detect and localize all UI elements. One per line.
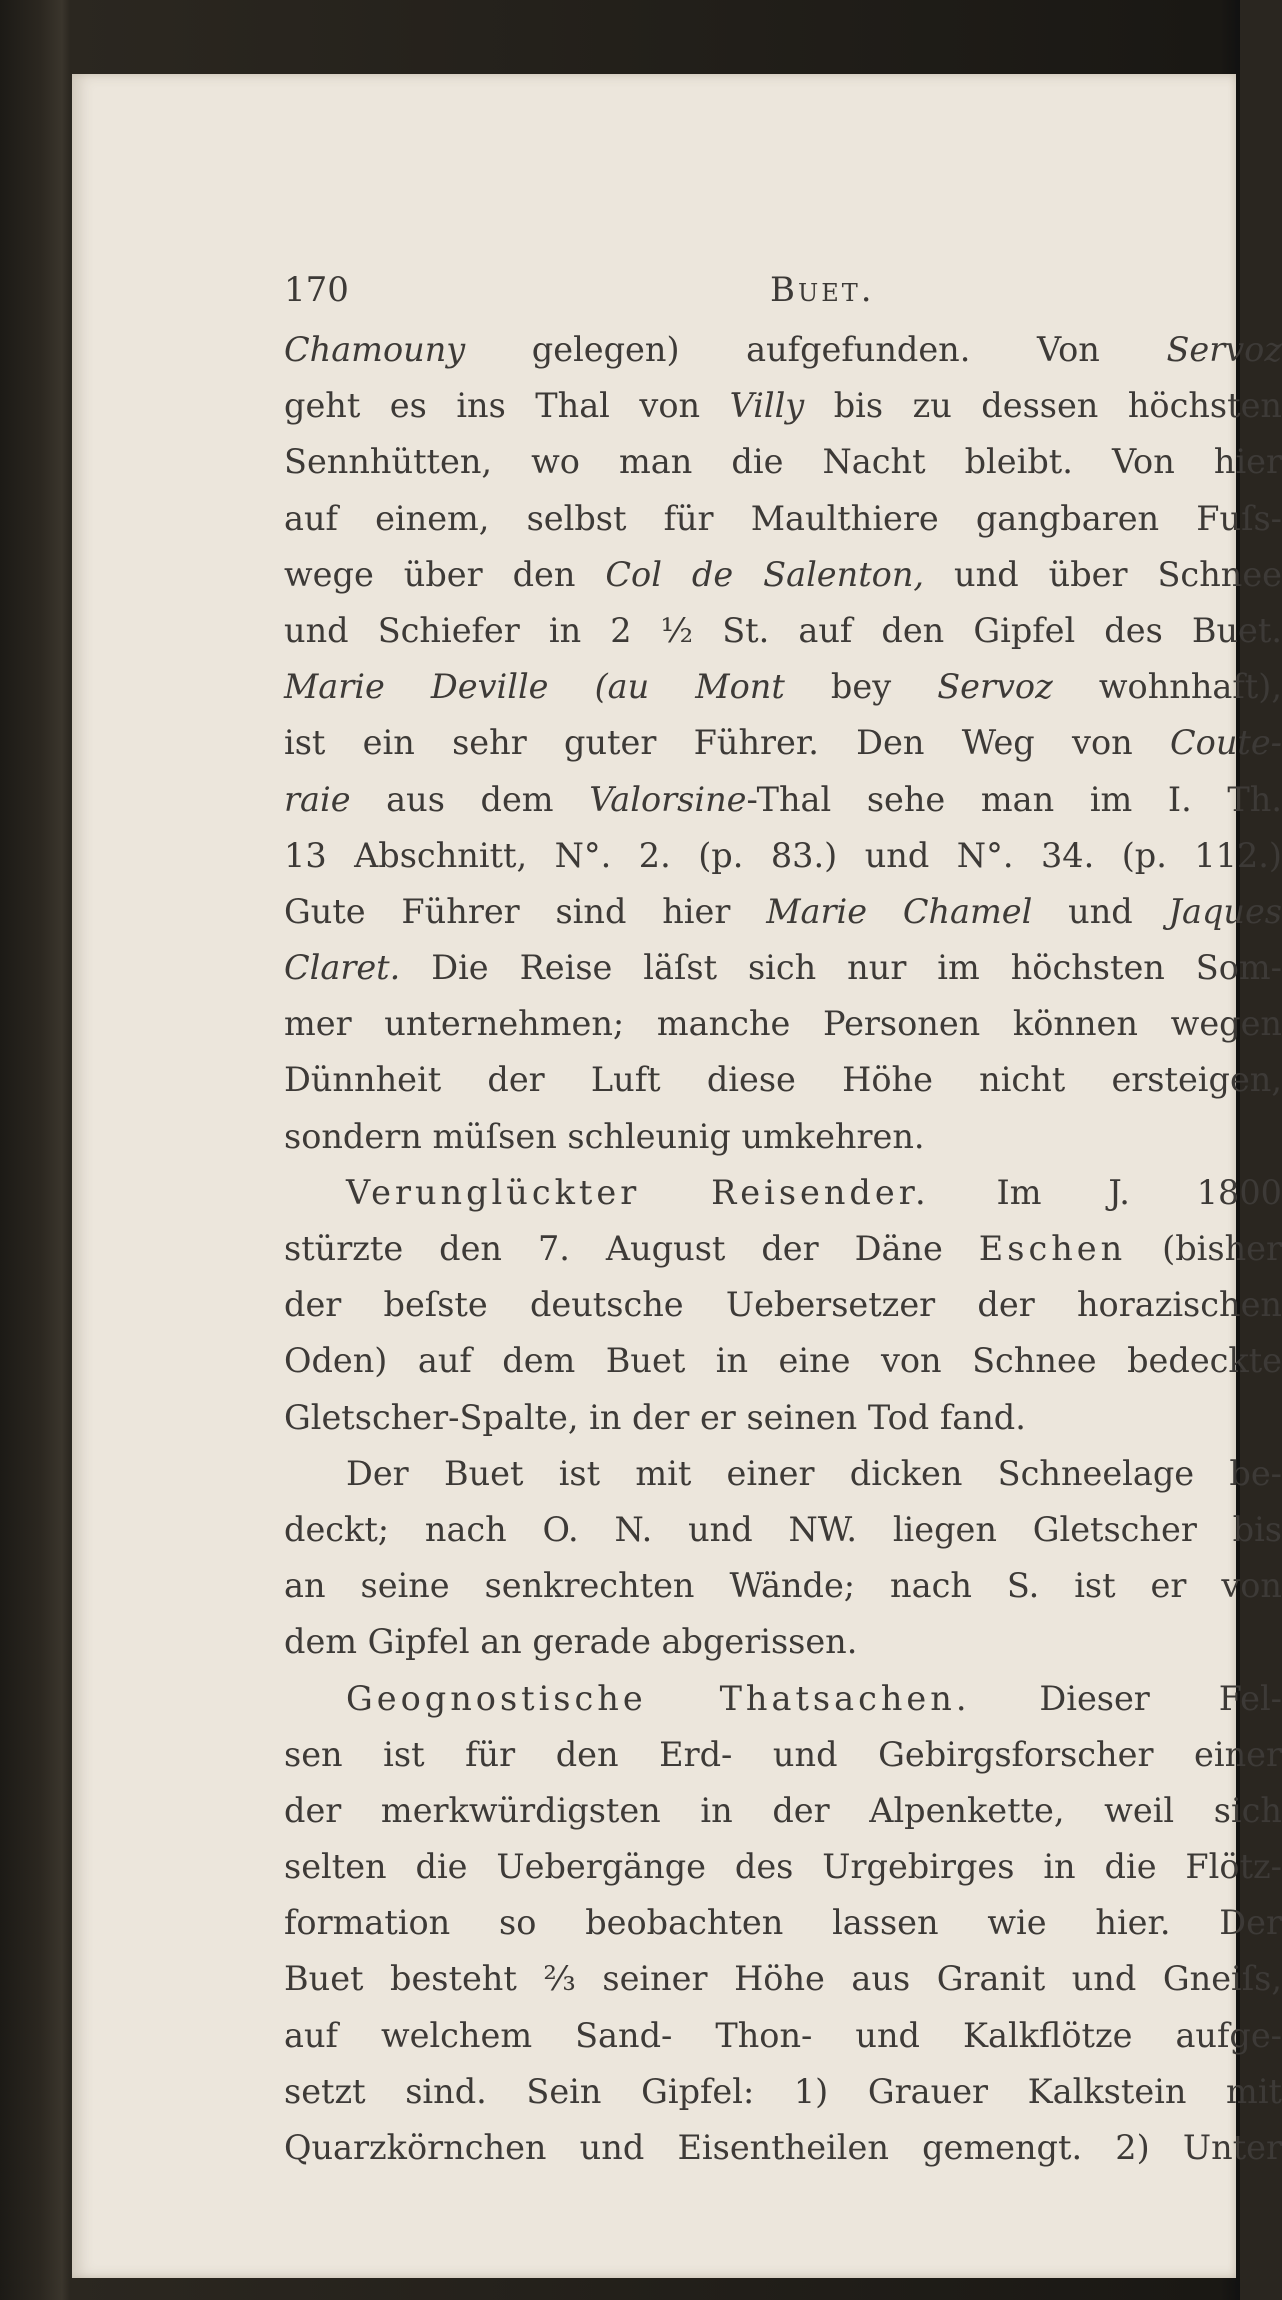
- text-line: 13 Abschnitt, N°. 2. (p. 83.) und N°. 34. (p. 112.): [284, 835, 1282, 875]
- text-line: an seine senkrechten Wände; nach S. ist er von: [284, 1566, 1282, 1606]
- page-number: 170: [284, 270, 349, 310]
- text-line: Verunglückter Reisender. Im J. 1800: [346, 1172, 1282, 1212]
- text-line: Sennhütten, wo man die Nacht bleibt. Von hier: [284, 442, 1282, 482]
- text-line: der merkwürdigsten in der Alpenkette, weil sich: [284, 1790, 1282, 1830]
- text-line: raie aus dem Valorsine-Thal sehe man im I. Th.: [284, 779, 1282, 819]
- running-head: Buet.: [770, 270, 875, 310]
- text-line: und Schiefer in 2 ½ St. auf den Gipfel des Buet.: [284, 610, 1282, 650]
- text-line: der beſste deutsche Uebersetzer der horazischen: [284, 1285, 1282, 1325]
- text-line: Gute Führer sind hier Marie Chamel und Jaques: [284, 891, 1282, 931]
- text-line: formation so beobachten lassen wie hier. Der: [284, 1903, 1282, 1943]
- text-line: ist ein sehr guter Führer. Den Weg von Coute-: [284, 723, 1282, 763]
- text-line: selten die Uebergänge des Urgebirges in die Flötz-: [284, 1847, 1282, 1887]
- text-line: sondern müſsen schleunig umkehren.: [284, 1116, 925, 1156]
- text-line: Marie Deville (au Mont bey Servoz wohnhaft),: [284, 667, 1282, 707]
- text-line: Der Buet ist mit einer dicken Schneelage be-: [346, 1453, 1282, 1493]
- book-page: [72, 74, 1282, 2278]
- section-heading: Verunglückter Reisender.: [346, 1172, 930, 1212]
- text-line: sen ist für den Erd- und Gebirgsforscher einer: [284, 1734, 1282, 1774]
- text-line: Oden) auf dem Buet in eine von Schnee bedeckte: [284, 1341, 1282, 1381]
- text-line: Geognostische Thatsachen. Dieser Fel-: [346, 1678, 1282, 1718]
- body-text: [284, 322, 1282, 2176]
- text-line: setzt sind. Sein Gipfel: 1) Grauer Kalkstein mit: [284, 2071, 1282, 2111]
- text-line: Buet besteht ⅔ seiner Höhe aus Granit und Gneiſs,: [284, 1959, 1282, 1999]
- text-line: mer unternehmen; manche Personen können wegen: [284, 1004, 1282, 1044]
- text-line: stürzte den 7. August der Däne Eschen (bisher: [284, 1229, 1282, 1268]
- text-line: deckt; nach O. N. und NW. liegen Gletscher bis: [284, 1509, 1282, 1549]
- text-line: wege über den Col de Salenton, und über Schnee: [284, 554, 1282, 594]
- section-heading: Geognostische Thatsachen.: [346, 1678, 971, 1718]
- text-line: Chamouny gelegen) aufgefunden. Von Servoz: [284, 330, 1282, 369]
- text-line: Dünnheit der Luft diese Höhe nicht ersteigen,: [284, 1060, 1282, 1100]
- page-header: [284, 270, 1024, 314]
- text-line: auf einem, selbst für Maulthiere gangbaren Fuſs-: [284, 498, 1282, 538]
- text-line: auf welchem Sand- Thon- und Kalkflötze aufge-: [284, 2015, 1282, 2055]
- text-line: Quarzkörnchen und Eisentheilen gemengt. 2) Unter: [284, 2128, 1282, 2167]
- text-line: dem Gipfel an gerade abgerissen.: [284, 1622, 858, 1662]
- text-line: Gletscher-Spalte, in der er seinen Tod fand.: [284, 1397, 1026, 1437]
- text-line: geht es ins Thal von Villy bis zu dessen höchsten: [284, 386, 1282, 426]
- text-line: Claret. Die Reise läſst sich nur im höchsten Som-: [284, 948, 1282, 988]
